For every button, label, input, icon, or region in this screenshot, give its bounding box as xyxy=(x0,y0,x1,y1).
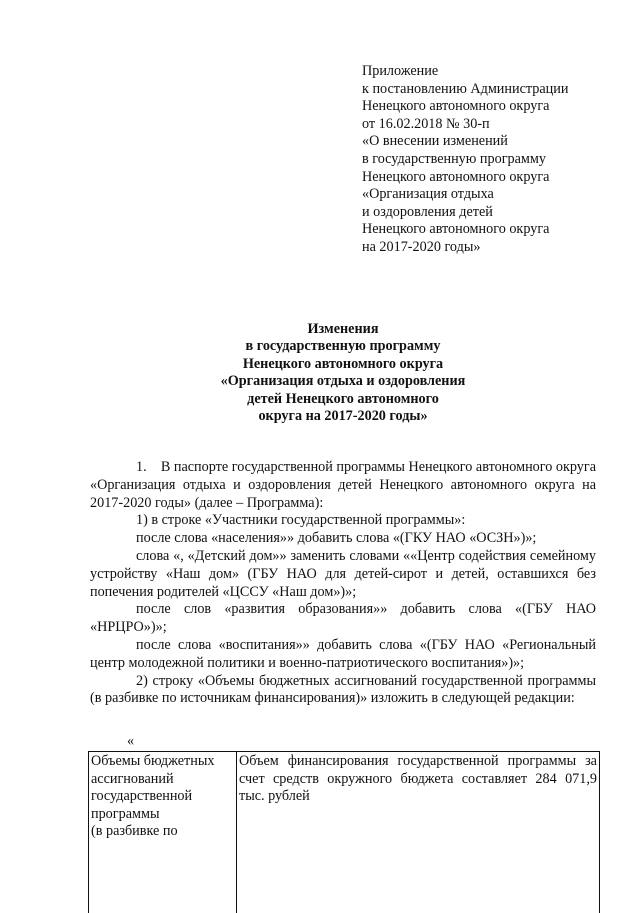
paragraph-2: 1) в строке «Участники государственной программы»: xyxy=(90,512,596,530)
paragraph-3: после слова «населения»» добавить слова «(ГКУ НАО «ОСЗН»)»; xyxy=(90,530,596,548)
table-cell-value: Объем финансирования государственной программы за счет средств окружного бюджета составляет 284 071,9 тыс. рублей xyxy=(237,752,600,913)
funding-table xyxy=(88,751,600,913)
title-line: Изменения xyxy=(90,321,596,338)
appendix-header xyxy=(362,63,622,257)
paragraph-1: 1. В паспорте государственной программы Ненецкого автономного округа «Организация отдыха и оздоровления детей Ненецкого автономного округа на 2017-2020 годы» (далее – Программа): xyxy=(90,459,596,512)
appendix-line: «Организация отдыха xyxy=(362,186,622,204)
table-label-line: (в разбивке по xyxy=(91,823,234,841)
paragraph-7: 2) строку «Объемы бюджетных ассигнований государственной программы (в разбивке по источникам финансирования)» изложить в следующей редакции: xyxy=(90,673,596,709)
appendix-line: Ненецкого автономного округа xyxy=(362,169,622,187)
table-label-line: государственной xyxy=(91,788,234,806)
appendix-line: в государственную программу xyxy=(362,151,622,169)
document-title xyxy=(90,321,596,425)
document-body xyxy=(90,459,596,708)
title-line: округа на 2017-2020 годы» xyxy=(90,408,596,425)
quote-mark: « xyxy=(127,733,134,750)
appendix-line: Ненецкого автономного округа xyxy=(362,98,622,116)
paragraph-4: слова «, «Детский дом»» заменить словами ««Центр содействия семейному устройству «Наш дом» (ГБУ НАО для детей-сирот и детей, оставшихся без попечения родителей «ЦССУ «Наш дом»)»; xyxy=(90,548,596,601)
table-row xyxy=(89,752,600,913)
paragraph-6: после слова «воспитания»» добавить слова «(ГБУ НАО «Региональный центр молодежной политики и военно-патриотического воспитания»)»; xyxy=(90,637,596,673)
title-line: Ненецкого автономного округа xyxy=(90,356,596,373)
table-label-line: ассигнований xyxy=(91,771,234,789)
title-line: детей Ненецкого автономного xyxy=(90,391,596,408)
paragraph-5: после слов «развития образования»» добавить слова «(ГБУ НАО «НРЦРО»)»; xyxy=(90,601,596,637)
appendix-line: «О внесении изменений xyxy=(362,133,622,151)
appendix-line: Ненецкого автономного округа xyxy=(362,221,622,239)
title-line: «Организация отдыха и оздоровления xyxy=(90,373,596,390)
appendix-line: к постановлению Администрации xyxy=(362,81,622,99)
title-line: в государственную программу xyxy=(90,338,596,355)
table-cell-label xyxy=(89,752,237,913)
table-label-line: программы xyxy=(91,806,234,824)
appendix-line: Приложение xyxy=(362,63,622,81)
appendix-line: от 16.02.2018 № 30-п xyxy=(362,116,622,134)
appendix-line: и оздоровления детей xyxy=(362,204,622,222)
appendix-line: на 2017-2020 годы» xyxy=(362,239,622,257)
table-label-line: Объемы бюджетных xyxy=(91,753,234,771)
